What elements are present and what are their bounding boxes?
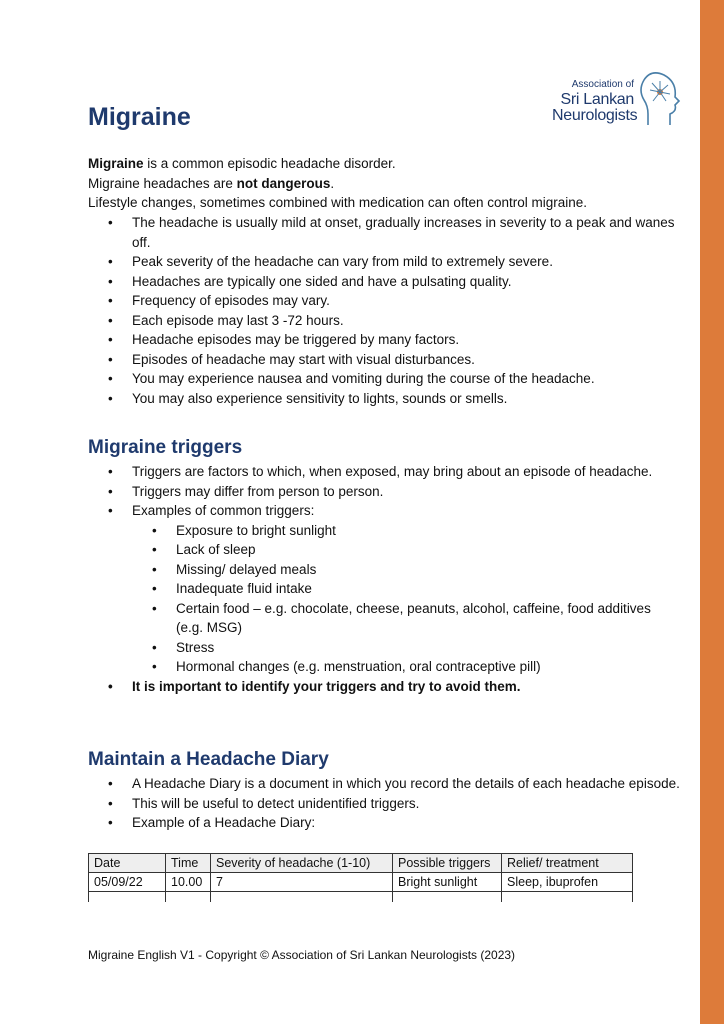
list-item: • Stress bbox=[149, 638, 680, 658]
table-cell bbox=[89, 892, 166, 903]
table-header-row bbox=[89, 854, 633, 873]
footer-copyright: Migraine English V1 - Copyright © Association of Sri Lankan Neurologists (2023) bbox=[88, 948, 516, 962]
list-item: • Peak severity of the headache can vary from mild to extremely severe. bbox=[105, 252, 680, 272]
intro-line-2: Migraine headaches are not dangerous. bbox=[88, 175, 335, 191]
list-item: • Triggers are factors to which, when exposed, may bring about an episode of headache. bbox=[105, 462, 680, 482]
intro-paragraph bbox=[88, 154, 678, 213]
column-header: Date bbox=[89, 854, 166, 873]
table-cell: Sleep, ibuprofen bbox=[502, 873, 633, 892]
diary-bullet-list bbox=[105, 774, 680, 833]
list-item: • Each episode may last 3 -72 hours. bbox=[105, 311, 680, 331]
logo-line-3: Neurologists bbox=[552, 107, 638, 124]
list-item: • Frequency of episodes may vary. bbox=[105, 291, 680, 311]
examples-label: Examples of common triggers: bbox=[132, 503, 315, 518]
list-item: • You may also experience sensitivity to lights, sounds or smells. bbox=[105, 389, 680, 409]
column-header: Possible triggers bbox=[393, 854, 502, 873]
list-item: • Episodes of headache may start with visual disturbances. bbox=[105, 350, 680, 370]
list-item: • Certain food – e.g. chocolate, cheese, peanuts, alcohol, caffeine, food additives (e.g. MSG) bbox=[149, 599, 680, 638]
triggers-bullet-list bbox=[105, 462, 680, 696]
list-item: • The headache is usually mild at onset, gradually increases in severity to a peak and wanes off. bbox=[105, 213, 680, 252]
table-cell: 7 bbox=[211, 873, 393, 892]
intro-line-1: Migraine is a common episodic headache disorder. bbox=[88, 156, 396, 171]
table-row-empty bbox=[89, 892, 633, 903]
table-cell: 05/09/22 bbox=[89, 873, 166, 892]
list-item: • Lack of sleep bbox=[149, 540, 680, 560]
list-item bbox=[105, 501, 680, 677]
list-item: • You may experience nausea and vomiting during the course of the headache. bbox=[105, 369, 680, 389]
list-item: • Hormonal changes (e.g. menstruation, oral contraceptive pill) bbox=[149, 657, 680, 677]
column-header: Time bbox=[166, 854, 211, 873]
table-cell bbox=[211, 892, 393, 903]
list-item: • Missing/ delayed meals bbox=[149, 560, 680, 580]
list-item: • Headaches are typically one sided and have a pulsating quality. bbox=[105, 272, 680, 292]
table-cell bbox=[502, 892, 633, 903]
column-header: Relief/ treatment bbox=[502, 854, 633, 873]
list-item: • This will be useful to detect unidentified triggers. bbox=[105, 794, 680, 814]
logo-line-2: Sri Lankan bbox=[560, 91, 634, 108]
list-item: • Triggers may differ from person to person. bbox=[105, 482, 680, 502]
list-item: • Example of a Headache Diary: bbox=[105, 813, 680, 833]
association-logo bbox=[552, 70, 682, 130]
orange-side-bar bbox=[700, 0, 724, 1024]
headache-diary-table bbox=[88, 853, 633, 902]
important-note: • It is important to identify your triggers and try to avoid them. bbox=[105, 677, 680, 697]
column-header: Severity of headache (1-10) bbox=[211, 854, 393, 873]
list-item: • Exposure to bright sunlight bbox=[149, 521, 680, 541]
page-title: Migraine bbox=[88, 103, 191, 131]
table-row bbox=[89, 873, 633, 892]
table-cell: 10.00 bbox=[166, 873, 211, 892]
logo-text bbox=[552, 79, 638, 124]
diary-heading: Maintain a Headache Diary bbox=[88, 749, 329, 770]
triggers-heading: Migraine triggers bbox=[88, 437, 243, 458]
list-item: • A Headache Diary is a document in which you record the details of each headache episode. bbox=[105, 774, 680, 794]
head-profile-icon bbox=[636, 70, 682, 128]
list-item: • Headache episodes may be triggered by many factors. bbox=[105, 330, 680, 350]
table-cell bbox=[393, 892, 502, 903]
list-item: • Inadequate fluid intake bbox=[149, 579, 680, 599]
table-cell bbox=[166, 892, 211, 903]
logo-line-1: Association of bbox=[571, 79, 634, 90]
intro-bullet-list bbox=[105, 213, 680, 408]
table-cell: Bright sunlight bbox=[393, 873, 502, 892]
trigger-examples-list bbox=[149, 521, 680, 677]
intro-line-3: Lifestyle changes, sometimes combined with medication can often control migraine. bbox=[88, 195, 587, 210]
